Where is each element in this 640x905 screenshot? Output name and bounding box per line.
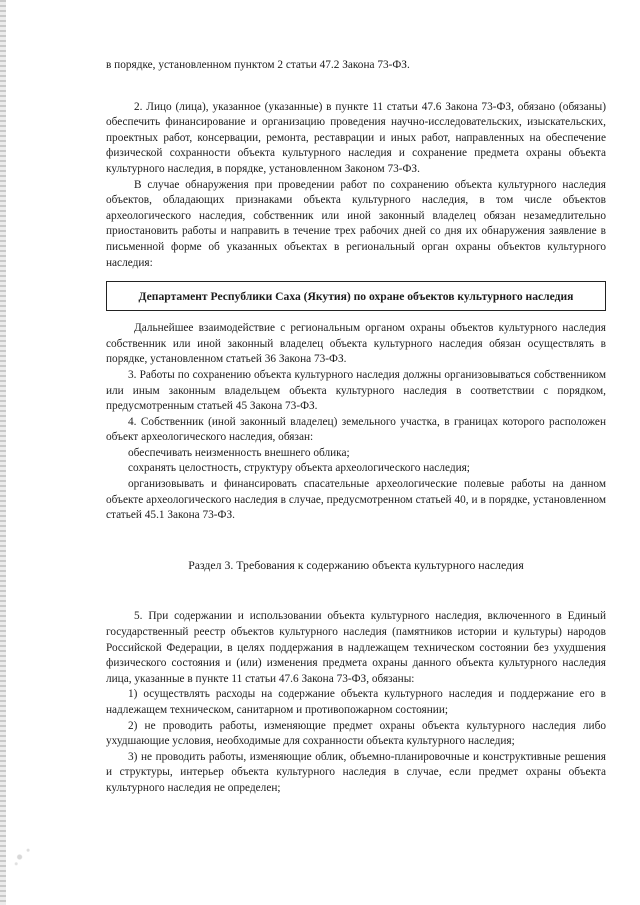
paragraph-continuation: в порядке, установленном пунктом 2 статьи 47.2 Закона 73-ФЗ. <box>106 59 410 71</box>
section-heading: Раздел 3. Требования к содержанию объекта культурного наследия <box>188 557 524 572</box>
paragraph-item-4: 4. Собственник (иной законный владелец) земельного участка, в границах которого расположен объект археологического наследия, обязан: <box>106 415 606 444</box>
paragraph-interaction: Дальнейшее взаимодействие с региональным органом охраны объектов культурного наследия собственник или иной законный владелец объекта культурного наследия обязан осуществлять в порядке, установленном статьей 36 Закона 73-ФЗ. <box>106 322 606 366</box>
paragraph-item-5: 5. При содержании и использовании объекта культурного наследия, включенного в Единый государственный реестр объектов культурного наследия (памятников истории и культуры) народов Российской Федерации, в целях поддержания в надлежащем техническом состоянии без ухудшения физического состояния и (или) изменения предмета охраны данного объекта культурного наследия лица, указанные в пункте 11 статьи 47.6 Закона 73-ФЗ, обязаны: <box>106 610 606 685</box>
list-line-integrity: сохранять целостность, структуру объекта археологического наследия; <box>128 462 470 475</box>
document-page <box>106 58 606 797</box>
paragraph-item-3: 3. Работы по сохранению объекта культурного наследия должны организовываться собственником или иным законным владельцем объекта культурного наследия в соответствии с порядком, предусмотренным статьей 45 Закона 73-ФЗ. <box>106 368 606 413</box>
scan-speck <box>6 840 40 874</box>
paragraph-item-2: 2. Лицо (лица), указанное (указанные) в пункте 11 статьи 47.6 Закона 73-ФЗ, обязано (обязаны) обеспечить финансирование и организацию проведения научно-исследовательских, изыскательских, проектных работ, консервации, ремонта, реставрации и иных работ, направленных на обеспечение физической сохранности объекта культурного наследия и сохранение предмета охраны объекта культурного наследия, в порядке, установленном Законом 73-ФЗ. <box>106 100 606 175</box>
authority-name: Департамент Республики Саха (Якутия) по охране объектов культурного наследия <box>138 290 574 304</box>
list-line-2: 2) не проводить работы, изменяющие предмет охраны объекта культурного наследия либо ухудшающие условия, необходимые для сохранности объекта культурного наследия; <box>106 719 606 748</box>
paragraph-discovery: В случае обнаружения при проведении работ по сохранению объекта культурного наследия объектов, обладающих признаками объекта культурного наследия, в том числе объектов археологического наследия, собственник или иной законный владелец обязан незамедлительно приостановить работы и направить в течение трех рабочих дней со дня их обнаружения заявление в письменной форме об указанных объектах в региональный орган охраны объектов культурного наследия: <box>106 178 606 269</box>
list-line-appearance: обеспечивать неизменность внешнего облика; <box>128 446 350 459</box>
scan-edge <box>0 0 6 905</box>
authority-box <box>106 281 606 311</box>
list-line-1: 1) осуществлять расходы на содержание объекта культурного наследия и поддержание его в надлежащем техническом, санитарном и противопожарном состоянии; <box>106 688 606 716</box>
list-line-rescue-works: организовывать и финансировать спасательные археологические полевые работы на данном объекте археологического наследия в случае, предусмотренном статьей 40, и в порядке, установленном статьей 45.1 Закона 73-ФЗ. <box>106 478 606 522</box>
list-line-3: 3) не проводить работы, изменяющие облик, объемно-планировочные и конструктивные решения и структуры, интерьер объекта культурного наследия в случае, если предмет охраны объекта культурного наследия не определен; <box>106 750 606 794</box>
